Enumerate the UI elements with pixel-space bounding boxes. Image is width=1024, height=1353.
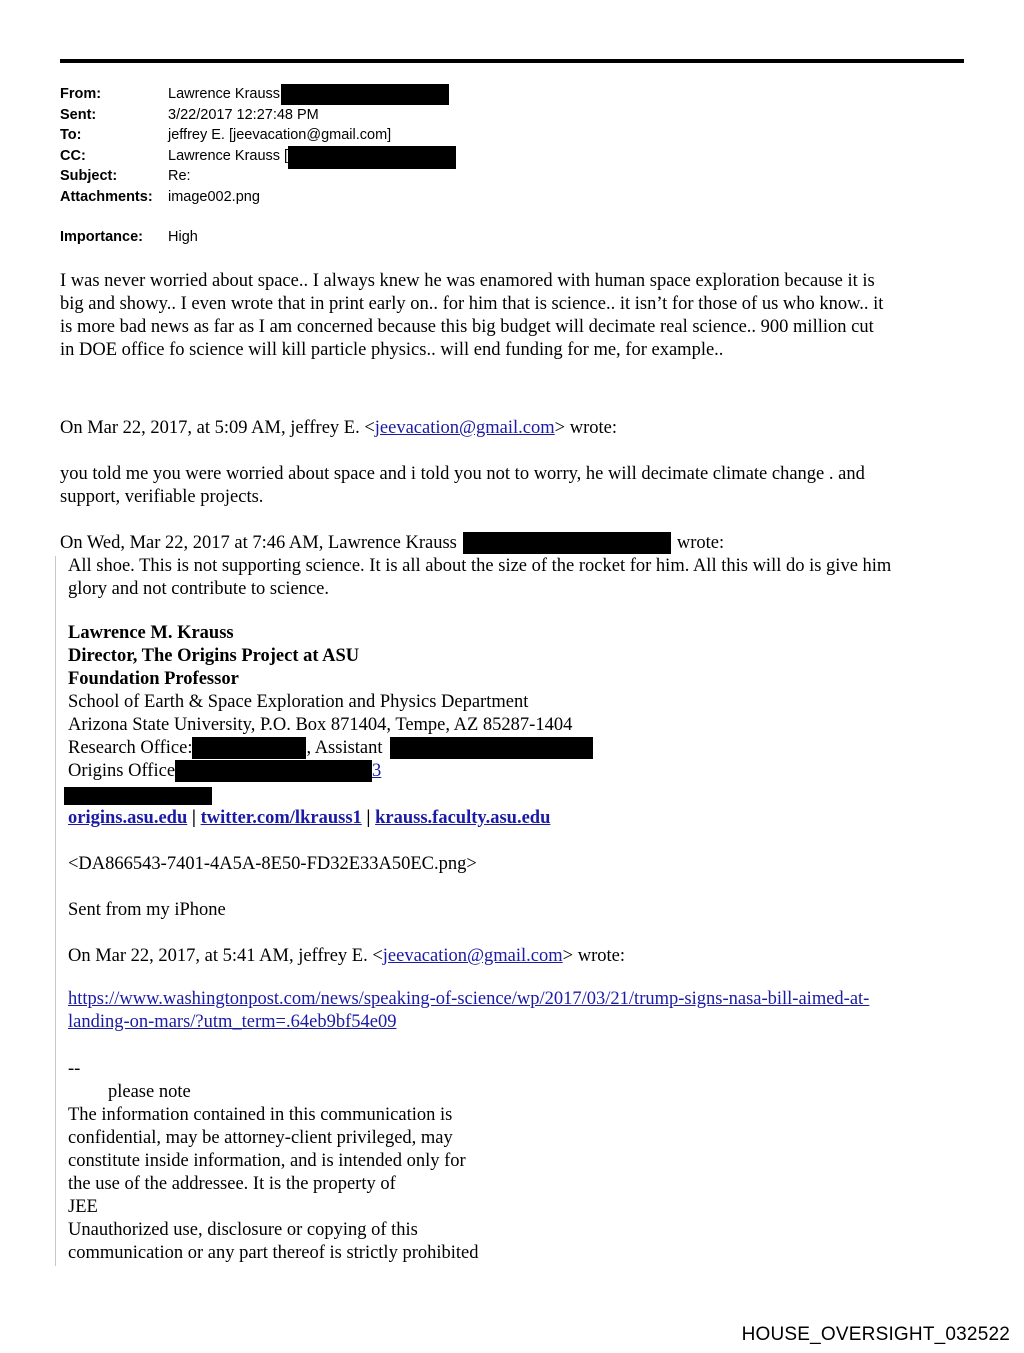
cc-name: Lawrence Krauss [ [168, 147, 289, 164]
faculty-link[interactable]: krauss.faculty.asu.edu [375, 808, 551, 828]
importance-value: High [168, 229, 198, 245]
redaction-box [192, 737, 306, 759]
disclaimer-line: JEE [68, 1197, 98, 1217]
reply2-attribution [60, 532, 724, 555]
reply-line: support, verifiable projects. [60, 487, 264, 507]
redaction-box [463, 532, 671, 554]
reply-line: All shoe. This is not supporting science. It is all about the size of the rocket for him. All this will do is give him [68, 556, 892, 576]
attachments-label: Attachments: [60, 188, 153, 205]
sent-from: Sent from my iPhone [68, 900, 226, 920]
attribution-text: On Mar 22, 2017, at 5:41 AM, jeffrey E. < [68, 946, 383, 966]
subject-label: Subject: [60, 168, 118, 184]
origins-link[interactable]: origins.asu.edu [68, 808, 188, 828]
link-separator: | [191, 808, 196, 828]
reply2-body [68, 555, 891, 601]
from-label: From: [60, 86, 102, 102]
disclaimer-line: communication or any part thereof is strictly prohibited [68, 1243, 479, 1263]
article-link[interactable] [68, 988, 869, 1034]
signature-title: Foundation Professor [68, 669, 239, 689]
email-link[interactable]: jeevacation@gmail.com [374, 418, 555, 438]
importance-label: Importance: [60, 229, 143, 245]
header-rule [60, 59, 964, 63]
reply-line: glory and not contribute to science. [68, 579, 329, 599]
signature [68, 622, 593, 783]
research-label: Research Office: [68, 738, 193, 758]
disclaimer [68, 1058, 479, 1265]
link-separator: | [366, 808, 371, 828]
attribution-text: > wrote: [562, 946, 625, 966]
article-url-line[interactable]: landing-on-mars/?utm_term=.64eb9bf54e09 [68, 1012, 397, 1032]
origins-phone-link[interactable]: 3 [372, 761, 382, 781]
to-value: jeffrey E. [jeevacation@gmail.com] [168, 127, 392, 143]
email-link[interactable]: jeevacation@gmail.com [382, 946, 563, 966]
sent-label: Sent: [60, 106, 97, 123]
from-name: Lawrence Krauss [168, 86, 281, 102]
redaction-box [175, 760, 372, 782]
disclaimer-line: confidential, may be attorney-client privileged, may [68, 1128, 453, 1148]
message-line: in DOE office fo science will kill particle physics.. will end funding for me, for example.. [60, 340, 724, 360]
reply1-attribution [60, 417, 617, 440]
disclaimer-line: constitute inside information, and is intended only for [68, 1151, 466, 1171]
reply1-body [60, 463, 865, 509]
attribution-text: > wrote: [554, 418, 617, 438]
quote-bar [55, 556, 56, 1266]
disclaimer-line: Unauthorized use, disclosure or copying of this [68, 1220, 418, 1240]
attribution-text: On Wed, Mar 22, 2017 at 7:46 AM, Lawrence Krauss [60, 533, 457, 553]
signature-links [68, 807, 550, 830]
signature-name: Lawrence M. Krauss [68, 623, 234, 643]
redaction-box [288, 146, 456, 169]
message-line: I was never worried about space.. I always knew he was enamored with human space exploration because it is [60, 271, 875, 291]
article-url-line[interactable]: https://www.washingtonpost.com/news/speaking-of-science/wp/2017/03/21/trump-signs-nasa-bill-aimed-at- [68, 989, 870, 1009]
disclaimer-line: The information contained in this communication is [68, 1105, 453, 1125]
cc-value [168, 146, 456, 169]
message-line: big and showy.. I even wrote that in print early on.. for him that is science.. it isn’t for those of us who know.. it [60, 294, 884, 314]
redaction-box [281, 84, 449, 105]
signature-address: Arizona State University, P.O. Box 871404, Tempe, AZ 85287-1404 [68, 715, 573, 735]
attachment-reference: <DA866543-7401-4A5A-8E50-FD32E33A50EC.png> [68, 854, 477, 874]
signature-research-office [68, 737, 593, 760]
attribution-text: On Mar 22, 2017, at 5:09 AM, jeffrey E. < [60, 418, 375, 438]
message-line: is more bad news as far as I am concerned because this big budget will decimate real science.. 900 million cut [60, 317, 874, 337]
sent-value: 3/22/2017 12:27:48 PM [168, 106, 319, 123]
redaction-box [390, 737, 593, 759]
signature-origins-office [68, 760, 593, 783]
signature-dept: School of Earth & Space Exploration and Physics Department [68, 692, 529, 712]
cc-label: CC: [60, 147, 86, 164]
document-id: HOUSE_OVERSIGHT_032522 [741, 1324, 1010, 1345]
to-label: To: [60, 127, 82, 143]
message-body [60, 270, 883, 362]
attribution-text: wrote: [676, 533, 725, 553]
disclaimer-note: please note [108, 1082, 191, 1102]
signature-dashes: -- [68, 1059, 81, 1079]
from-value [168, 84, 449, 105]
disclaimer-line: the use of the addressee. It is the property of [68, 1174, 396, 1194]
reply3-attribution [68, 945, 625, 968]
assistant-label: , Assistant [306, 738, 383, 758]
redaction-box [64, 787, 212, 805]
attachments-value[interactable]: image002.png [168, 188, 260, 205]
origins-label: Origins Office [68, 761, 176, 781]
subject-value: Re: [168, 168, 191, 184]
reply-line: you told me you were worried about space and i told you not to worry, he will decimate climate change . and [60, 464, 865, 484]
signature-title: Director, The Origins Project at ASU [68, 646, 360, 666]
twitter-link[interactable]: twitter.com/lkrauss1 [200, 808, 362, 828]
